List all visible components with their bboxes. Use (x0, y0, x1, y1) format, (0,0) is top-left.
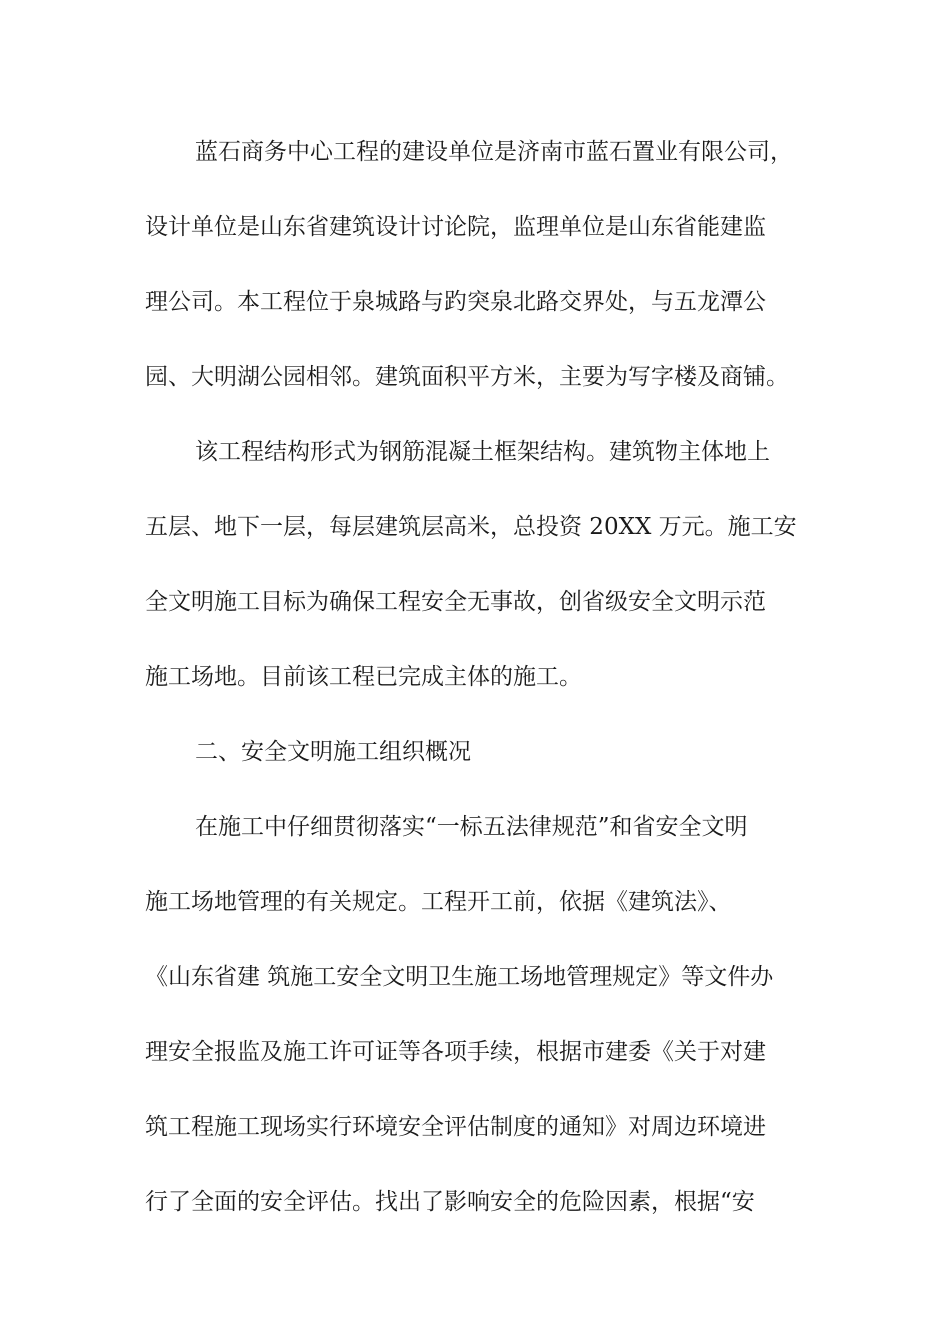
paragraph-2-line-2: 五层、地下一层，每层建筑层高米，总投资 20XX 万元。施工安 (145, 514, 797, 540)
paragraph-1-line-2: 设计单位是山东省建筑设计讨论院，监理单位是山东省能建监 (145, 214, 766, 240)
paragraph-3-line-2: 施工场地管理的有关规定。工程开工前，依据《建筑法》、 (145, 889, 732, 915)
section-heading: 二、安全文明施工组织概况 (195, 739, 471, 765)
paragraph-2-line-4: 施工场地。目前该工程已完成主体的施工。 (145, 664, 582, 690)
paragraph-2-line-1: 该工程结构形式为钢筋混凝土框架结构。建筑物主体地上 (195, 439, 770, 465)
paragraph-1-line-4: 园、大明湖公园相邻。建筑面积平方米，主要为写字楼及商铺。 (145, 364, 789, 390)
paragraph-3-line-6: 行了全面的安全评估。找出了影响安全的危险因素，根据“安 (145, 1189, 755, 1215)
paragraph-3-line-4: 理安全报监及施工许可证等各项手续，根据市建委《关于对建 (145, 1039, 766, 1065)
paragraph-1-line-1: 蓝石商务中心工程的建设单位是济南市蓝石置业有限公司， (195, 139, 793, 165)
paragraph-2-line-3: 全文明施工目标为确保工程安全无事故，创省级安全文明示范 (145, 589, 766, 615)
paragraph-3-line-5: 筑工程施工现场实行环境安全评估制度的通知》对周边环境进 (145, 1114, 766, 1140)
paragraph-3-line-1: 在施工中仔细贯彻落实“一标五法律规范”和省安全文明 (195, 814, 748, 840)
paragraph-1-line-3: 理公司。本工程位于泉城路与趵突泉北路交界处，与五龙潭公 (145, 289, 766, 315)
paragraph-3-line-3: 《山东省建 筑施工安全文明卫生施工场地管理规定》等文件办 (145, 964, 774, 990)
